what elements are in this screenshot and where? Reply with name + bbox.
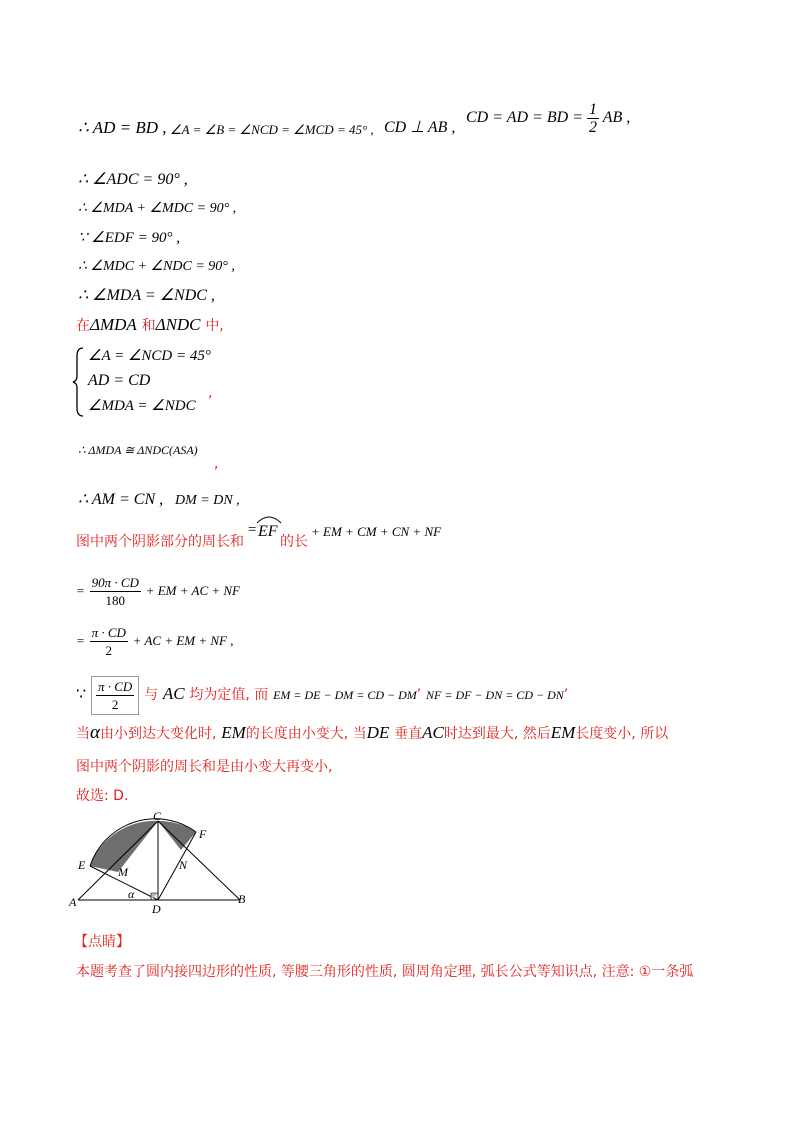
label-a: A xyxy=(69,895,77,909)
line-16: 故选: D. xyxy=(76,788,129,804)
line-13 xyxy=(76,672,568,717)
line-2: ∴ ∠ADC = 90° , xyxy=(78,171,188,188)
line-13-c2: ’ xyxy=(563,687,569,703)
line-13-num: π · CD xyxy=(97,678,133,694)
line-13-nf: NF = DF − DN = CD − DN xyxy=(426,688,564,702)
line-14-e: 时达到最大, 然后 xyxy=(443,726,551,742)
line-14 xyxy=(76,723,668,744)
label-alpha: α xyxy=(128,887,135,901)
line-15: 图中两个阴影的周长和是由小变大再变小, xyxy=(76,759,333,775)
line-1d-pre: CD = AD = BD = xyxy=(466,109,583,126)
line-13-ac: AC xyxy=(162,684,185,703)
line-13-sym: ∵ xyxy=(76,684,87,703)
line-11 xyxy=(76,570,240,611)
line-14-alpha: α xyxy=(90,722,100,743)
line-14-em: EM xyxy=(221,723,246,742)
line-12-fraction xyxy=(90,624,128,659)
line-13-mid1: 与 xyxy=(144,687,159,703)
system-comma: , xyxy=(208,385,213,401)
label-n: N xyxy=(179,858,188,872)
system-eq-1: ∠A = ∠NCD = 45° xyxy=(88,348,211,364)
line-14-d: 垂直 xyxy=(394,726,423,742)
line-10-pre: 图中两个阴影部分的周长和 xyxy=(76,534,244,550)
line-1b: ∠A = ∠B = ∠NCD = ∠MCD = 45° , xyxy=(170,122,374,137)
line-12-num: π · CD xyxy=(91,624,126,640)
line-10-post: + EM + CM + CN + NF xyxy=(311,524,442,539)
line-9b: DM = DN , xyxy=(175,493,240,508)
line-11-num: 90π · CD xyxy=(91,574,139,590)
label-m: M xyxy=(118,865,128,879)
line-14-em2: EM xyxy=(550,723,576,742)
line-14-f: 长度变小, 所以 xyxy=(575,726,669,742)
line-14-b: 由小到达大变化时, xyxy=(99,726,217,742)
line-7 xyxy=(76,315,224,336)
line-3: ∴ ∠MDA + ∠MDC = 90° , xyxy=(78,201,237,216)
line-10-arc-label: EF xyxy=(258,523,278,540)
line-8-comma: , xyxy=(214,456,219,472)
system-brace xyxy=(72,346,86,418)
line-14-a: 当 xyxy=(76,726,90,742)
line-13-fraction xyxy=(91,676,139,715)
line-13-c1: ’ xyxy=(416,687,422,703)
label-f: F xyxy=(199,827,207,841)
line-14-de: DE xyxy=(366,723,390,742)
line-10-eq: = xyxy=(247,522,258,538)
line-7-post: 中, xyxy=(205,318,224,334)
line-7-t2: ΔNDC xyxy=(155,315,201,334)
arc-mark xyxy=(256,514,282,524)
line-12-post: + AC + EM + NF , xyxy=(132,633,234,648)
line-11-fraction xyxy=(90,574,141,609)
line-11-den: 180 xyxy=(105,592,125,608)
geometry-figure xyxy=(66,812,256,918)
line-6: ∴ ∠MDA = ∠NDC , xyxy=(78,287,215,304)
line-11-eq: = xyxy=(76,583,85,598)
line-10-mid: 的长 xyxy=(280,534,308,550)
system-eq-2: AD = CD xyxy=(88,372,151,389)
line-7-mid: 和 xyxy=(141,318,156,334)
line-1c: CD ⊥ AB , xyxy=(384,119,456,136)
label-d: D xyxy=(152,902,161,916)
dianjing-heading: 【点睛】 xyxy=(74,934,130,950)
line-1d-num: 1 xyxy=(588,100,597,118)
line-1a: ∴ AD = BD , xyxy=(78,118,167,137)
label-e: E xyxy=(78,858,86,872)
line-12-den: 2 xyxy=(105,642,112,658)
line-10-arc xyxy=(258,522,278,542)
system-eq-3: ∠MDA = ∠NDC xyxy=(88,398,196,414)
line-9a: ∴ AM = CN , xyxy=(78,491,164,508)
label-b: B xyxy=(238,892,246,906)
line-7-pre: 在 xyxy=(76,318,90,334)
line-13-den: 2 xyxy=(111,696,119,712)
line-11-post: + EM + AC + NF xyxy=(145,583,240,598)
line-4: ∵ ∠EDF = 90° , xyxy=(78,230,181,246)
dianjing-text: 本题考查了圆内接四边形的性质, 等腰三角形的性质, 圆周角定理, 弧长公式等知识点, 注意: ①一条弧 xyxy=(76,964,694,980)
line-1d-den: 2 xyxy=(588,118,597,136)
line-14-c: 的长度由小变大, 当 xyxy=(245,726,367,742)
line-1d xyxy=(466,100,630,136)
line-14-ac: AC xyxy=(422,723,444,742)
label-c: C xyxy=(153,812,162,823)
line-7-t1: ΔMDA xyxy=(90,315,137,334)
line-12-eq: = xyxy=(76,633,85,648)
line-5: ∴ ∠MDC + ∠NDC = 90° , xyxy=(78,259,235,274)
line-12 xyxy=(76,620,234,661)
line-1d-fraction xyxy=(587,101,599,136)
line-13-em: EM = DE − DM = CD − DM xyxy=(273,688,417,702)
line-13-mid2: 均为定值, 而 xyxy=(189,687,269,703)
line-1d-post: AB , xyxy=(602,109,631,126)
line-8: ∴ ΔMDA ≅ ΔNDC(ASA) xyxy=(78,443,198,457)
shaded-region-right xyxy=(158,821,196,850)
